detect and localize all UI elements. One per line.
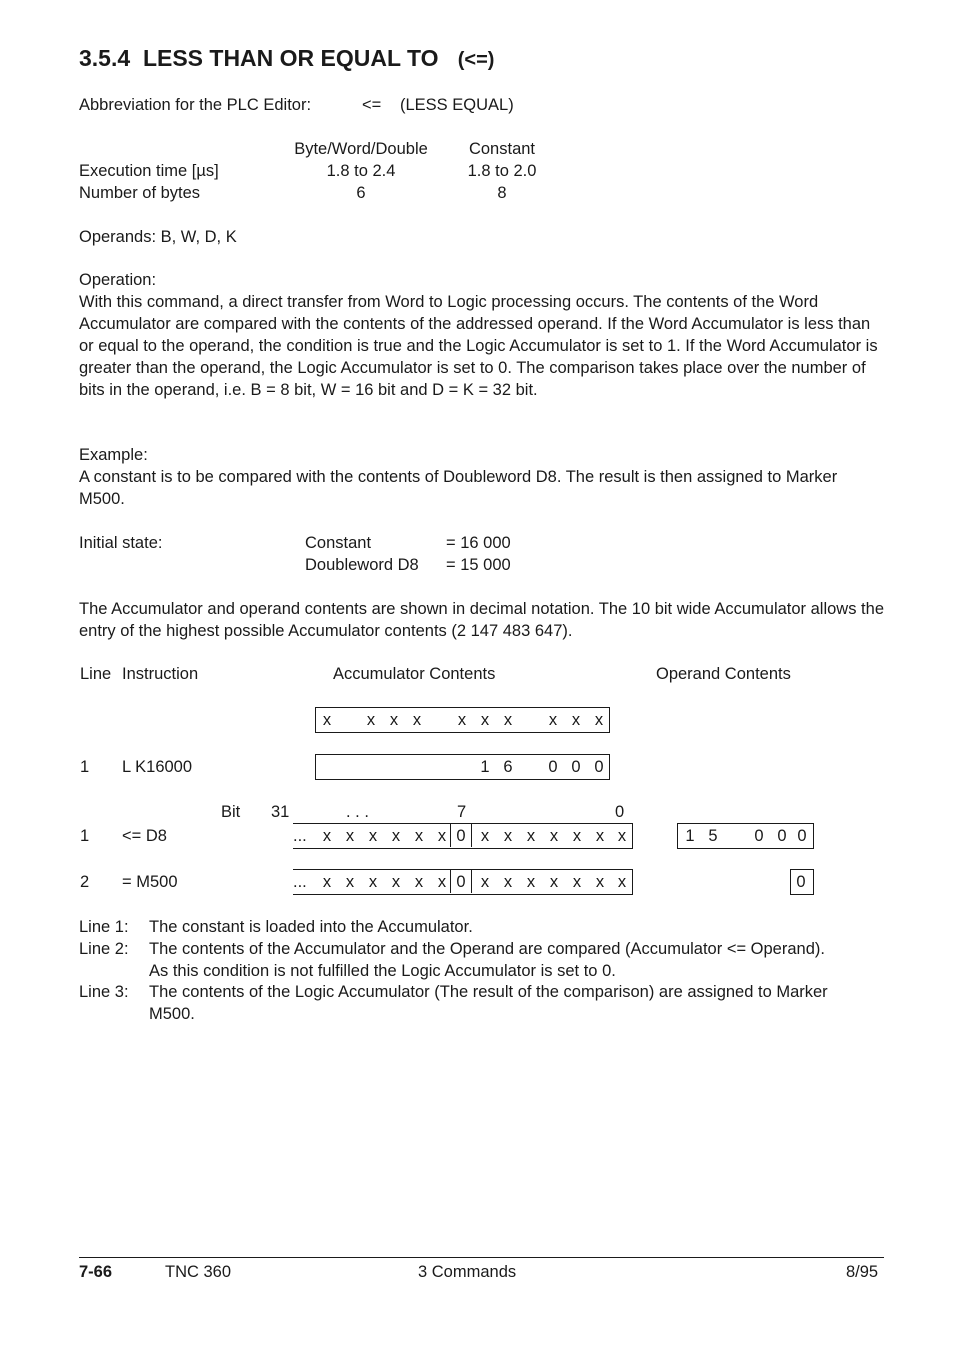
header-instruction: Instruction	[122, 665, 199, 683]
footer-rule	[79, 1257, 884, 1258]
bit-cell: x	[480, 711, 490, 729]
operand-box	[677, 823, 814, 849]
line-number: 1	[80, 758, 90, 776]
digit-cell: 0	[571, 758, 581, 776]
accumulator-bits-box	[293, 823, 633, 849]
bit-cell: x	[503, 873, 513, 891]
abbreviation-symbol: <=	[362, 96, 382, 114]
line-number: 1	[80, 827, 90, 845]
header-accumulator: Accumulator Contents	[333, 665, 496, 683]
initial-state-value: = 15 000	[446, 556, 511, 574]
bit-cell: x	[345, 873, 355, 891]
bit-cell: x	[412, 711, 422, 729]
bit-mid: 7	[457, 803, 467, 821]
bit-cell: x	[595, 873, 605, 891]
instruction: = M500	[122, 873, 178, 891]
ellipsis: ...	[293, 873, 307, 891]
section-number: 3.5.4	[79, 45, 131, 71]
instruction: <= D8	[122, 827, 167, 845]
bit-cell: x	[322, 711, 332, 729]
digit-cell: 0	[796, 873, 806, 891]
legend-key: Line 3:	[79, 983, 129, 1001]
bit-cell: x	[571, 711, 581, 729]
table-cell: 1.8 to 2.0	[467, 162, 537, 180]
table-cell: 6	[356, 184, 366, 202]
header-operand: Operand Contents	[656, 665, 791, 683]
bit-cell: x	[594, 711, 604, 729]
bit-cell: x	[414, 827, 424, 845]
initial-state-name: Doubleword D8	[305, 556, 419, 574]
notation-note: The Accumulator and operand contents are shown in decimal notation. The 10 bit wide Accumulator allows the entry of the highest possible Accumulator contents (2 147 483 647).	[79, 600, 884, 640]
abbreviation-name: (LESS EQUAL)	[400, 96, 514, 114]
section-heading: LESS THAN OR EQUAL TO	[142, 45, 439, 71]
initial-accumulator-box	[315, 707, 610, 733]
bit-cell: x	[503, 827, 513, 845]
product-name: TNC 360	[165, 1263, 232, 1281]
bit-cell: x	[480, 873, 490, 891]
ellipsis: ...	[293, 827, 307, 845]
bit-cell: x	[389, 711, 399, 729]
digit-cell: 5	[708, 827, 718, 845]
accumulator-bits-box	[293, 869, 633, 895]
bit-cell: x	[480, 827, 490, 845]
bit-cell: x	[322, 873, 332, 891]
digit-cell: 0	[797, 827, 807, 845]
legend-text: The contents of the Accumulator and the Operand are compared (Accumulator <= Operand). As this condition is not fulfilled the Logic Accumulator is set to 0.	[149, 940, 825, 980]
bit-dots: . . .	[346, 803, 369, 821]
bit-cell: x	[617, 827, 627, 845]
bit-cell: x	[322, 827, 332, 845]
accumulator-box	[315, 754, 610, 780]
abbreviation-label: Abbreviation for the PLC Editor:	[79, 96, 312, 114]
operation-text: With this command, a direct transfer from Word to Logic processing occurs. The contents of the Word Accumulator are compared with the contents of the addressed operand. If the Word Accumulator is less than or equal to the operand, the condition is true and the Logic Accumulator is set to 1. If the Word Accumulator is greater than the operand, the Logic Accumulator is set to 0. The comparison takes place over the number of bits in the operand, i.e. B = 8 bit, W = 16 bit and D = K = 32 bit.	[79, 293, 878, 399]
bit7-cell: 0	[456, 827, 466, 845]
digit-cell: 0	[777, 827, 787, 845]
bit-cell: x	[572, 873, 582, 891]
bit-cell: x	[526, 873, 536, 891]
column-header: Byte/Word/Double	[294, 140, 428, 158]
row-label: Execution time [µs]	[79, 162, 219, 180]
bit-cell: x	[345, 827, 355, 845]
bit-cell: x	[549, 873, 559, 891]
bit-cell: x	[549, 827, 559, 845]
bit-cell: x	[366, 711, 376, 729]
initial-state-name: Constant	[305, 534, 372, 552]
bit-cell: x	[391, 873, 401, 891]
page-number: 7-66	[79, 1263, 113, 1281]
section-symbol: (<=)	[457, 49, 495, 71]
section-title	[79, 44, 494, 74]
legend-key: Line 1:	[79, 918, 129, 936]
initial-state-label: Initial state:	[79, 534, 163, 552]
bit-cell: x	[572, 827, 582, 845]
initial-state-value: = 16 000	[446, 534, 511, 552]
bit-cell: x	[437, 873, 447, 891]
instruction: L K16000	[122, 758, 193, 776]
legend-text: The constant is loaded into the Accumulator.	[149, 918, 473, 936]
digit-cell: 0	[594, 758, 604, 776]
bit-cell: x	[526, 827, 536, 845]
chapter-name: 3 Commands	[418, 1263, 517, 1281]
bit-cell: x	[503, 711, 513, 729]
bit-cell: x	[617, 873, 627, 891]
example-heading: Example:	[79, 446, 148, 464]
row-label: Number of bytes	[79, 184, 201, 202]
bit-cell: x	[595, 827, 605, 845]
digit-cell: 0	[754, 827, 764, 845]
bit-cell: x	[457, 711, 467, 729]
digit-cell: 6	[503, 758, 513, 776]
bit-cell: x	[548, 711, 558, 729]
operation-heading: Operation:	[79, 271, 157, 289]
bit-high: 31	[271, 803, 290, 821]
bit-cell: x	[437, 827, 447, 845]
header-line: Line	[80, 665, 112, 683]
bit-cell: x	[391, 827, 401, 845]
example-text: A constant is to be compared with the contents of Doubleword D8. The result is then assigned to Marker M500.	[79, 468, 838, 508]
digit-cell: 0	[548, 758, 558, 776]
line-number: 2	[80, 873, 90, 891]
legend-key: Line 2:	[79, 940, 129, 958]
digit-cell: 1	[685, 827, 695, 845]
bit-cell: x	[414, 873, 424, 891]
legend-text: The contents of the Logic Accumulator (The result of the comparison) are assigned to Marker M500.	[149, 983, 828, 1023]
bit7-cell: 0	[456, 873, 466, 891]
footer-date: 8/95	[846, 1263, 879, 1281]
table-cell: 8	[497, 184, 507, 202]
bit-low: 0	[615, 803, 625, 821]
operands-line: Operands: B, W, D, K	[79, 228, 237, 246]
digit-cell: 1	[480, 758, 490, 776]
column-header: Constant	[468, 140, 536, 158]
bit-cell: x	[368, 827, 378, 845]
bit-cell: x	[368, 873, 378, 891]
table-cell: 1.8 to 2.4	[326, 162, 396, 180]
operand-box	[790, 869, 814, 895]
bit-label: Bit	[221, 803, 241, 821]
